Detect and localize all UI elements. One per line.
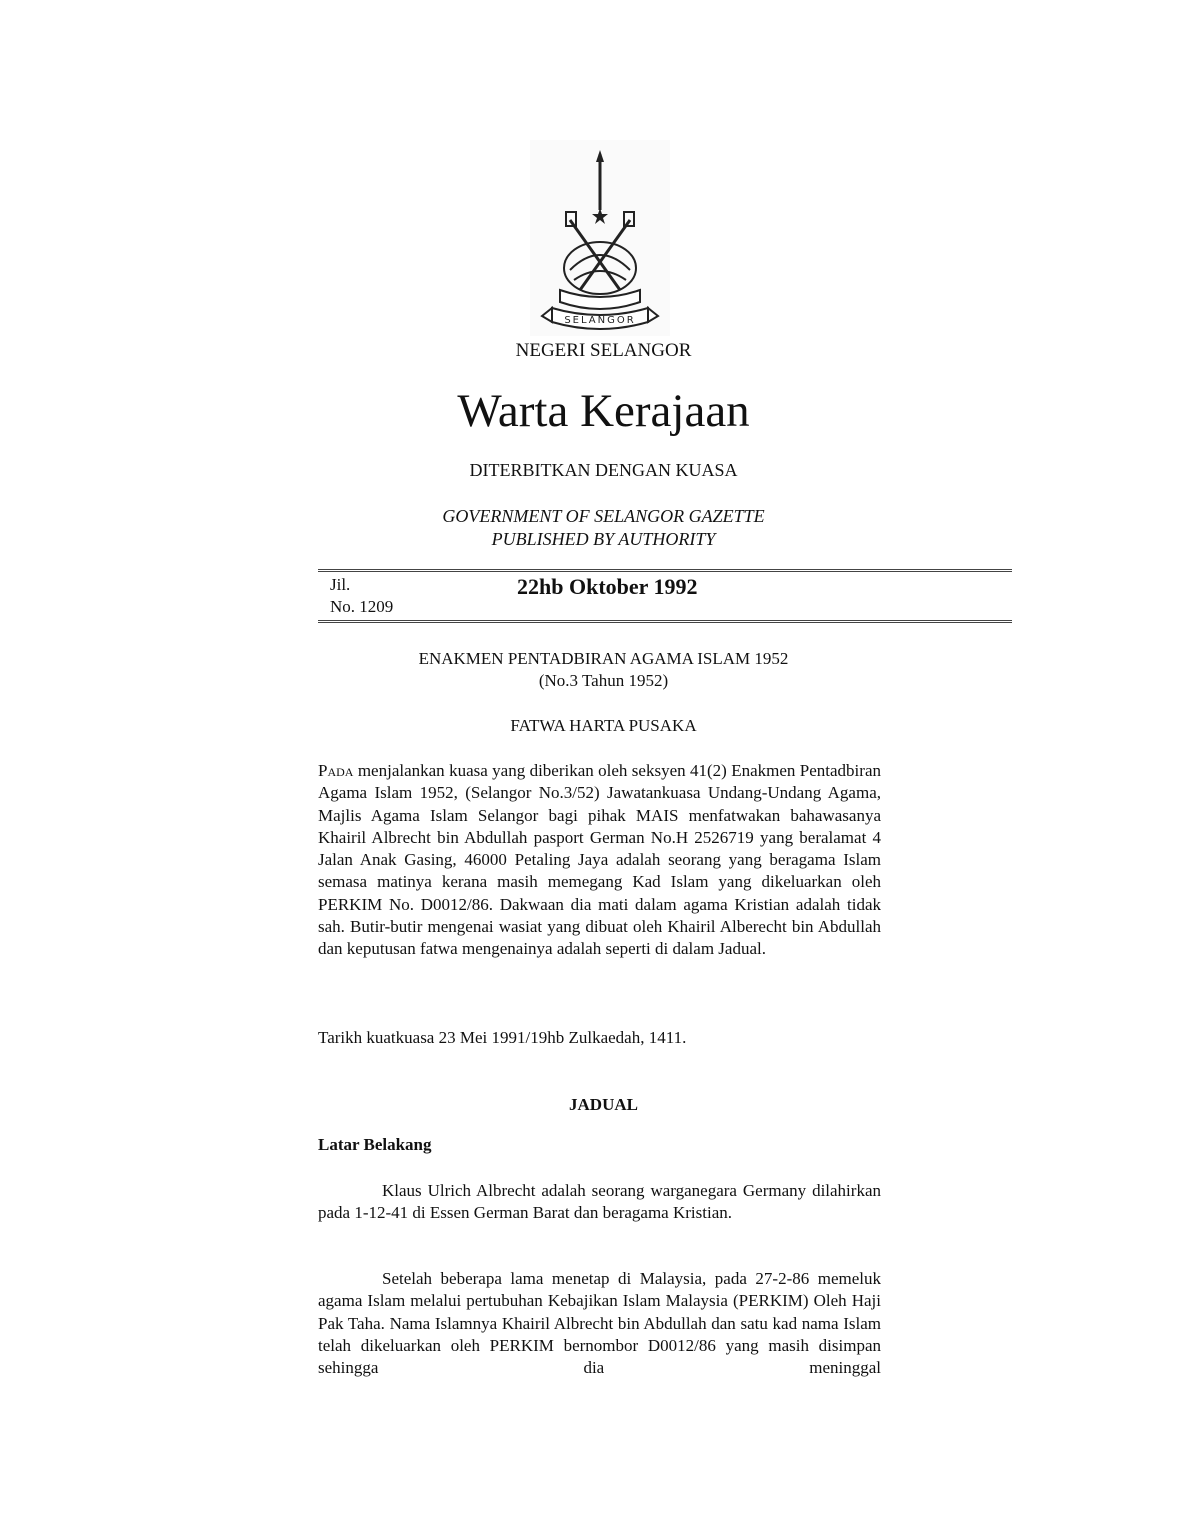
divider-bottom [318,620,1012,623]
enactment-subtitle: (No.3 Tahun 1952) [538,671,669,690]
notice-title: FATWA HARTA PUSAKA [510,716,697,735]
enactment-heading [10,648,1187,692]
state-name: NEGERI SELANGOR [515,340,692,361]
gazette-en-heading [10,505,1187,551]
gazette-en-line1: GOVERNMENT OF SELANGOR GAZETTE [442,506,765,526]
fatwa-paragraph [318,760,881,961]
issue-volume [330,574,393,618]
section-heading: Latar Belakang [318,1135,432,1154]
lead-word: Pada [318,761,354,780]
effective-date: Tarikh kuatkuasa 23 Mei 1991/19hb Zulkaedah, 1411. [318,1028,687,1047]
svg-text:SELANGOR: SELANGOR [564,315,636,326]
published-by-ms: DITERBITKAN DENGAN KUASA [469,460,738,480]
selangor-crest-icon [530,140,670,336]
background-paragraph-2: Setelah beberapa lama menetap di Malaysia, pada 27-2-86 memeluk agama Islam melalui pertubuhan Kebajikan Islam Malaysia (PERKIM) Oleh Haji Pak Taha. Nama Islamnya Khairil Albrecht bin Abdullah dan satu kad nama Islam telah dikeluarkan oleh PERKIM bernombor D0012/86 yang masih disimpan sehingga dia meninggal [318,1269,881,1378]
fatwa-text: menjalankan kuasa yang diberikan oleh seksyen 41(2) Enakmen Pentadbiran Agama Islam 1952, (Selangor No.3/52) Jawatankuasa Undang-Undang Agama, Majlis Agama Islam Selangor bagi pihak MAIS menfatwakan bahawasanya Khairil Albrecht bin Abdullah pasport German No.H 2526719 yang beralamat 4 Jalan Anak Gasing, 46000 Petaling Jaya adalah seorang yang beragama Islam semasa matinya kerana masih memegang Kad Islam yang dikeluarkan oleh PERKIM No. D0012/86. Dakwaan dia mati dalam agama Kristian adalah tidak sah. Butir-butir mengenai wasiat yang dibuat oleh Khairil Alberecht bin Abdullah dan keputusan fatwa mengenainya adalah seperti di dalam Jadual. [318,761,881,959]
volume-label: Jil. [330,575,351,594]
schedule-title: JADUAL [569,1095,638,1114]
background-paragraph-1: Klaus Ulrich Albrecht adalah seorang warganegara Germany dilahirkan pada 1-12-41 di Essen German Barat dan beragama Kristian. [318,1181,881,1223]
gazette-en-line2: PUBLISHED BY AUTHORITY [491,529,716,549]
divider-top [318,569,1012,572]
issue-number: No. 1209 [330,597,394,616]
issue-date: 22hb Oktober 1992 [517,574,698,599]
gazette-title: Warta Kerajaan [457,385,750,437]
enactment-title: ENAKMEN PENTADBIRAN AGAMA ISLAM 1952 [418,649,789,668]
